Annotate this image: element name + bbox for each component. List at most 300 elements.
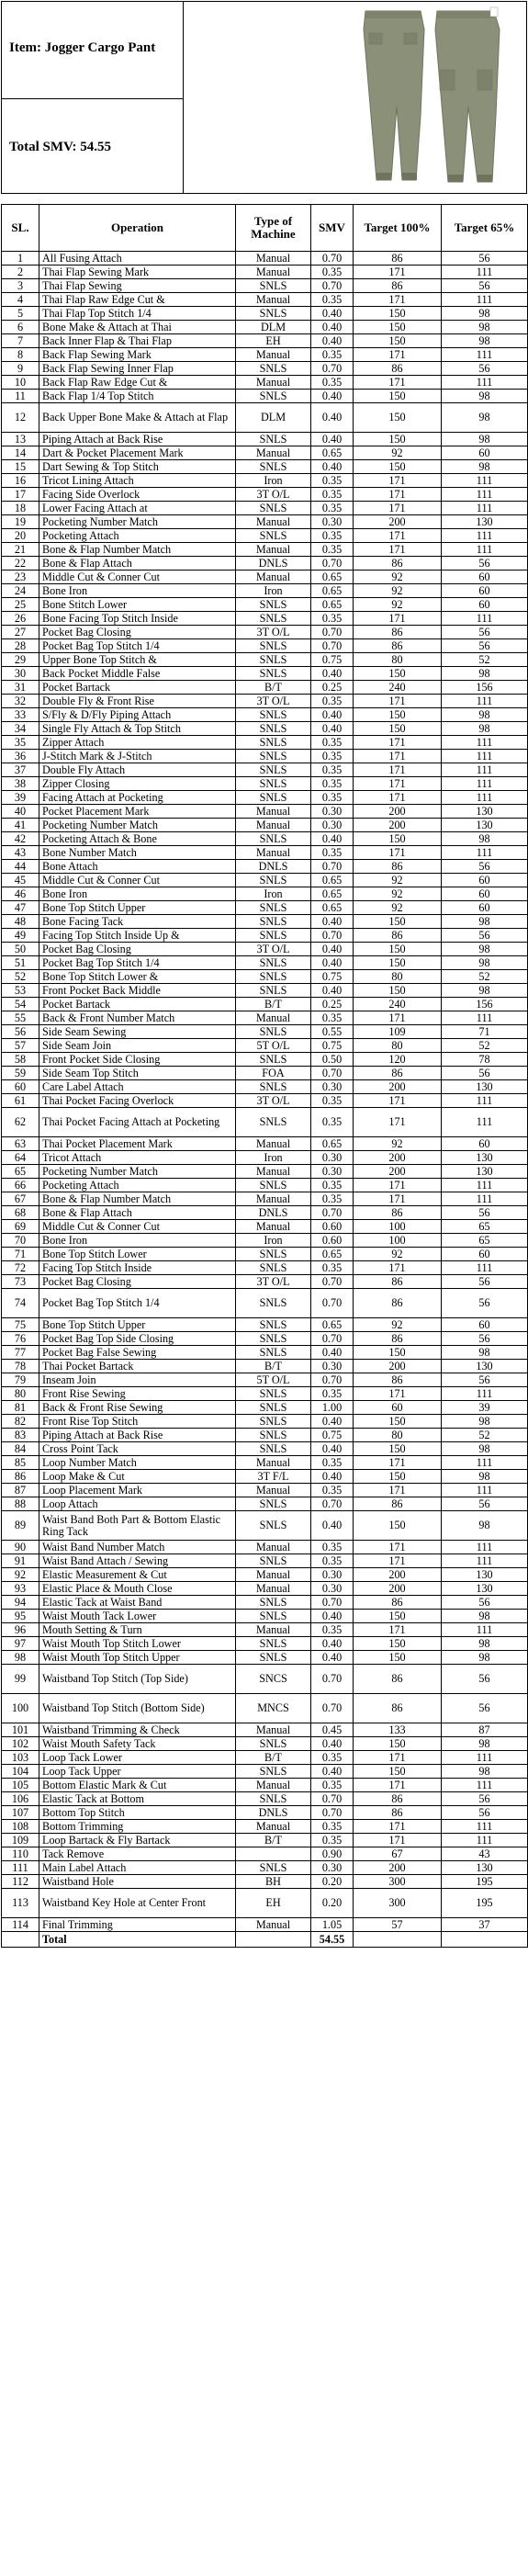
cell-sl: 44 bbox=[2, 860, 39, 874]
table-row bbox=[2, 1234, 528, 1248]
cell-smv: 0.35 bbox=[311, 266, 354, 279]
cell-target-65: 60 bbox=[442, 874, 528, 887]
cell-operation: Pocket Placement Mark bbox=[39, 805, 236, 819]
cell-sl: 45 bbox=[2, 874, 39, 887]
cell-smv: 0.35 bbox=[311, 376, 354, 390]
cell-smv: 0.65 bbox=[311, 1137, 354, 1151]
cell-target-100: 171 bbox=[354, 1820, 442, 1834]
cell-machine-type: DNLS bbox=[236, 860, 311, 874]
cell-smv: 0.35 bbox=[311, 763, 354, 777]
cell-target-100: 171 bbox=[354, 1554, 442, 1568]
cell-operation: Dart Sewing & Top Stitch bbox=[39, 460, 236, 474]
cell-target-65: 56 bbox=[442, 1332, 528, 1346]
cell-sl: 33 bbox=[2, 708, 39, 722]
cell-sl: 46 bbox=[2, 887, 39, 901]
cell-smv: 0.40 bbox=[311, 984, 354, 998]
cell-sl: 80 bbox=[2, 1387, 39, 1401]
table-row bbox=[2, 1401, 528, 1415]
cell-machine-type: Manual bbox=[236, 1779, 311, 1792]
table-total-row bbox=[2, 1932, 528, 1948]
table-row bbox=[2, 1765, 528, 1779]
cell-machine-type: SNLS bbox=[236, 1610, 311, 1623]
cell-sl: 42 bbox=[2, 832, 39, 846]
cell-operation: S/Fly & D/Fly Piping Attach bbox=[39, 708, 236, 722]
cell-target-65: 98 bbox=[442, 984, 528, 998]
cell-target-100: 86 bbox=[354, 1665, 442, 1694]
cell-target-65: 130 bbox=[442, 1360, 528, 1373]
cell-sl: 83 bbox=[2, 1429, 39, 1442]
table-row bbox=[2, 1694, 528, 1723]
cell-target-65: 43 bbox=[442, 1847, 528, 1861]
cell-target-65: 130 bbox=[442, 805, 528, 819]
cell-sl: 71 bbox=[2, 1248, 39, 1261]
cell-smv: 0.30 bbox=[311, 1151, 354, 1165]
cell-target-65: 56 bbox=[442, 1665, 528, 1694]
cell-target-65: 65 bbox=[442, 1234, 528, 1248]
cell-target-100: 92 bbox=[354, 1137, 442, 1151]
cell-target-100: 171 bbox=[354, 348, 442, 362]
cell-sl: 12 bbox=[2, 403, 39, 433]
cell-operation: Middle Cut & Conner Cut bbox=[39, 874, 236, 887]
table-row bbox=[2, 763, 528, 777]
cell-sl: 54 bbox=[2, 998, 39, 1011]
table-row bbox=[2, 1039, 528, 1053]
table-row bbox=[2, 515, 528, 529]
cell-sl: 69 bbox=[2, 1220, 39, 1234]
cell-sl: 110 bbox=[2, 1847, 39, 1861]
cell-operation: Loop Make & Cut bbox=[39, 1470, 236, 1484]
table-row bbox=[2, 321, 528, 334]
cell-target-100: 300 bbox=[354, 1889, 442, 1918]
cell-operation: Waistband Hole bbox=[39, 1875, 236, 1889]
cell-target-65: 52 bbox=[442, 1429, 528, 1442]
cell-smv: 0.35 bbox=[311, 1387, 354, 1401]
table-row bbox=[2, 1442, 528, 1456]
table-row bbox=[2, 1192, 528, 1206]
cell-smv: 0.40 bbox=[311, 943, 354, 956]
cell-target-65: 111 bbox=[442, 1751, 528, 1765]
cell-target-65: 111 bbox=[442, 791, 528, 805]
cell-smv: 0.75 bbox=[311, 653, 354, 667]
cell-target-65: 60 bbox=[442, 571, 528, 584]
cell-machine-type: SNLS bbox=[236, 777, 311, 791]
cell-target-100: 100 bbox=[354, 1220, 442, 1234]
cell-smv: 0.65 bbox=[311, 887, 354, 901]
cell-machine-type: Manual bbox=[236, 1456, 311, 1470]
table-row bbox=[2, 488, 528, 502]
cell-operation: Tack Remove bbox=[39, 1847, 236, 1861]
table-row bbox=[2, 1415, 528, 1429]
cell-machine-type: Manual bbox=[236, 1541, 311, 1554]
cell-target-100: 200 bbox=[354, 515, 442, 529]
cell-target-65: 98 bbox=[442, 307, 528, 321]
cell-machine-type: SNLS bbox=[236, 460, 311, 474]
cell-smv: 0.35 bbox=[311, 1261, 354, 1275]
cell-target-65: 98 bbox=[442, 1737, 528, 1751]
table-row bbox=[2, 1582, 528, 1596]
table-row bbox=[2, 819, 528, 832]
cell-machine-type: SNLS bbox=[236, 502, 311, 515]
cell-target-65: 195 bbox=[442, 1889, 528, 1918]
cell-machine-type: Manual bbox=[236, 1192, 311, 1206]
cell-machine-type: SNLS bbox=[236, 791, 311, 805]
cell-smv: 1.05 bbox=[311, 1918, 354, 1932]
cell-sl: 98 bbox=[2, 1651, 39, 1665]
cell-target-65: 98 bbox=[442, 390, 528, 403]
table-row bbox=[2, 1220, 528, 1234]
table-row bbox=[2, 667, 528, 681]
cell-sl: 109 bbox=[2, 1834, 39, 1847]
cell-target-65: 130 bbox=[442, 1165, 528, 1179]
cell-operation: Front Pocket Back Middle bbox=[39, 984, 236, 998]
cell-target-100: 171 bbox=[354, 488, 442, 502]
cell-smv: 0.35 bbox=[311, 543, 354, 557]
cell-target-100: 171 bbox=[354, 1108, 442, 1137]
item-info-cell bbox=[2, 2, 184, 193]
cell-operation: Side Seam Join bbox=[39, 1039, 236, 1053]
cell-sl: 22 bbox=[2, 557, 39, 571]
cell-machine-type: 3T O/L bbox=[236, 1094, 311, 1108]
cell-operation: Back Pocket Middle False bbox=[39, 667, 236, 681]
table-row bbox=[2, 695, 528, 708]
cell-machine-type: SNLS bbox=[236, 1025, 311, 1039]
cell-sl: 4 bbox=[2, 293, 39, 307]
cell-target-65: 111 bbox=[442, 474, 528, 488]
cell-target-100: 240 bbox=[354, 681, 442, 695]
cell-operation: Bottom Trimming bbox=[39, 1820, 236, 1834]
cell-smv: 0.35 bbox=[311, 777, 354, 791]
cell-operation: Waist Mouth Tack Lower bbox=[39, 1610, 236, 1623]
cell-smv: 0.30 bbox=[311, 1165, 354, 1179]
cell-operation: Bottom Elastic Mark & Cut bbox=[39, 1779, 236, 1792]
cell-sl: 111 bbox=[2, 1861, 39, 1875]
cell-smv: 0.35 bbox=[311, 1541, 354, 1554]
cell-target-65: 98 bbox=[442, 722, 528, 736]
cell-smv: 0.40 bbox=[311, 321, 354, 334]
cell-machine-type: Iron bbox=[236, 887, 311, 901]
cell-operation: Side Seam Top Stitch bbox=[39, 1067, 236, 1080]
cell-sl: 31 bbox=[2, 681, 39, 695]
cell-sl: 62 bbox=[2, 1108, 39, 1137]
cell-target-65: 71 bbox=[442, 1025, 528, 1039]
cell-target-65: 56 bbox=[442, 557, 528, 571]
cell-sl: 21 bbox=[2, 543, 39, 557]
cell-target-65: 60 bbox=[442, 1137, 528, 1151]
cell-smv: 0.40 bbox=[311, 1346, 354, 1360]
cell-target-100: 150 bbox=[354, 1610, 442, 1623]
table-row bbox=[2, 1332, 528, 1346]
cell-sl: 114 bbox=[2, 1918, 39, 1932]
cell-sl: 84 bbox=[2, 1442, 39, 1456]
cell-smv: 0.35 bbox=[311, 1456, 354, 1470]
cell-smv: 0.40 bbox=[311, 1637, 354, 1651]
table-row bbox=[2, 1834, 528, 1847]
cell-target-100: 150 bbox=[354, 1415, 442, 1429]
cell-sl: 92 bbox=[2, 1568, 39, 1582]
cell-smv: 0.40 bbox=[311, 1765, 354, 1779]
cell-sl: 29 bbox=[2, 653, 39, 667]
cell-operation: Pocketing Attach bbox=[39, 529, 236, 543]
cell-target-65: 98 bbox=[442, 915, 528, 929]
cell-sl: 51 bbox=[2, 956, 39, 970]
cell-sl: 106 bbox=[2, 1792, 39, 1806]
cell-sl: 88 bbox=[2, 1497, 39, 1511]
table-row bbox=[2, 1289, 528, 1318]
cell-target-100: 171 bbox=[354, 1834, 442, 1847]
cell-target-65: 111 bbox=[442, 750, 528, 763]
table-row bbox=[2, 1318, 528, 1332]
cell-sl: 91 bbox=[2, 1554, 39, 1568]
cell-target-100: 150 bbox=[354, 956, 442, 970]
cell-target-100: 150 bbox=[354, 1765, 442, 1779]
cell-smv: 0.35 bbox=[311, 529, 354, 543]
cell-machine-type: SNLS bbox=[236, 901, 311, 915]
cell-target-65: 98 bbox=[442, 1346, 528, 1360]
cell-smv: 0.70 bbox=[311, 639, 354, 653]
cell-machine-type: SNLS bbox=[236, 1332, 311, 1346]
cell-target-65: 98 bbox=[442, 956, 528, 970]
cell-machine-type: SNLS bbox=[236, 708, 311, 722]
cell-smv: 0.40 bbox=[311, 460, 354, 474]
cell-smv: 0.25 bbox=[311, 681, 354, 695]
cell-machine-type: B/T bbox=[236, 681, 311, 695]
cell-machine-type bbox=[236, 1847, 311, 1861]
cell-smv: 1.00 bbox=[311, 1401, 354, 1415]
col-header-sl: SL. bbox=[2, 205, 39, 252]
cell-target-100: 67 bbox=[354, 1847, 442, 1861]
table-row bbox=[2, 626, 528, 639]
table-row bbox=[2, 612, 528, 626]
table-row bbox=[2, 598, 528, 612]
cell-target-65: 98 bbox=[442, 1765, 528, 1779]
cell-operation: Pocketing Attach & Bone bbox=[39, 832, 236, 846]
cell-sl: 3 bbox=[2, 279, 39, 293]
cell-smv: 0.35 bbox=[311, 488, 354, 502]
cell-sl: 6 bbox=[2, 321, 39, 334]
table-row bbox=[2, 1261, 528, 1275]
cell-operation: Loop Tack Upper bbox=[39, 1765, 236, 1779]
cell-machine-type: SNLS bbox=[236, 362, 311, 376]
cell-target-65: 60 bbox=[442, 901, 528, 915]
cell-machine-type: Manual bbox=[236, 1165, 311, 1179]
cell-target-65: 130 bbox=[442, 819, 528, 832]
cell-machine-type: B/T bbox=[236, 1834, 311, 1847]
cell-operation: Bone Top Stitch Upper bbox=[39, 901, 236, 915]
cell-machine-type: SNLS bbox=[236, 1442, 311, 1456]
cell-smv: 0.40 bbox=[311, 722, 354, 736]
cell-operation: Main Label Attach bbox=[39, 1861, 236, 1875]
cell-smv: 0.25 bbox=[311, 998, 354, 1011]
cell-sl: 34 bbox=[2, 722, 39, 736]
cell-operation: Bone Top Stitch Lower bbox=[39, 1248, 236, 1261]
cell-target-100: 171 bbox=[354, 1623, 442, 1637]
cell-sl: 105 bbox=[2, 1779, 39, 1792]
cell-operation: Bone & Flap Attach bbox=[39, 1206, 236, 1220]
cell-target-100: 92 bbox=[354, 598, 442, 612]
cell-operation: Pocketing Attach bbox=[39, 1179, 236, 1192]
cell-target-100: 57 bbox=[354, 1918, 442, 1932]
cell-target-65: 111 bbox=[442, 1011, 528, 1025]
table-row bbox=[2, 1346, 528, 1360]
cell-operation: Waist Band Attach / Sewing bbox=[39, 1554, 236, 1568]
cell-smv: 0.50 bbox=[311, 1053, 354, 1067]
table-row bbox=[2, 1665, 528, 1694]
cell-sl: 95 bbox=[2, 1610, 39, 1623]
cell-target-65: 111 bbox=[442, 763, 528, 777]
cell-sl: 39 bbox=[2, 791, 39, 805]
cell-target-100: 200 bbox=[354, 1165, 442, 1179]
cell-target-100: 200 bbox=[354, 1861, 442, 1875]
cell-target-100: 86 bbox=[354, 362, 442, 376]
item-header bbox=[1, 1, 527, 194]
cell-target-100: 60 bbox=[354, 1401, 442, 1415]
cell-machine-type: Manual bbox=[236, 1820, 311, 1834]
cell-target-100: 86 bbox=[354, 1332, 442, 1346]
cell-sl: 50 bbox=[2, 943, 39, 956]
table-row bbox=[2, 1165, 528, 1179]
cell-target-65: 98 bbox=[442, 321, 528, 334]
cell-machine-type: SNLS bbox=[236, 390, 311, 403]
table-row bbox=[2, 1011, 528, 1025]
cell-smv: 0.70 bbox=[311, 1067, 354, 1080]
cell-machine-type: Manual bbox=[236, 1484, 311, 1497]
table-row bbox=[2, 1861, 528, 1875]
cell-machine-type: Iron bbox=[236, 474, 311, 488]
cell-sl: 81 bbox=[2, 1401, 39, 1415]
table-row bbox=[2, 722, 528, 736]
cell-operation: Care Label Attach bbox=[39, 1080, 236, 1094]
cell-operation: J-Stitch Mark & J-Stitch bbox=[39, 750, 236, 763]
cell-smv: 0.40 bbox=[311, 1415, 354, 1429]
cell-operation: Bone Top Stitch Lower & bbox=[39, 970, 236, 984]
cell-machine-type: SNLS bbox=[236, 1651, 311, 1665]
cell-machine-type: SNLS bbox=[236, 1248, 311, 1261]
cell-sl: 27 bbox=[2, 626, 39, 639]
cell-machine-type: 3T O/L bbox=[236, 626, 311, 639]
cell-operation: Bone & Flap Number Match bbox=[39, 1192, 236, 1206]
cell-smv: 0.70 bbox=[311, 1792, 354, 1806]
cell-sl: 59 bbox=[2, 1067, 39, 1080]
cell-operation: Front Rise Top Stitch bbox=[39, 1415, 236, 1429]
cell-machine-type: B/T bbox=[236, 1360, 311, 1373]
cell-machine-type: Manual bbox=[236, 293, 311, 307]
cell-machine-type: Manual bbox=[236, 846, 311, 860]
cell-sl: 78 bbox=[2, 1360, 39, 1373]
col-header-target-100: Target 100% bbox=[354, 205, 442, 252]
cell-target-65: 56 bbox=[442, 279, 528, 293]
table-row bbox=[2, 1568, 528, 1582]
cell-operation: Facing Attach at Pocketing bbox=[39, 791, 236, 805]
cell-machine-type: Manual bbox=[236, 376, 311, 390]
cell-target-100: 133 bbox=[354, 1723, 442, 1737]
cell-target-100: 86 bbox=[354, 1792, 442, 1806]
table-row bbox=[2, 1360, 528, 1373]
cell-target-100: 92 bbox=[354, 874, 442, 887]
cell-target-65: 111 bbox=[442, 293, 528, 307]
cell-machine-type: SNLS bbox=[236, 956, 311, 970]
cell-operation: Bone Iron bbox=[39, 1234, 236, 1248]
cell-operation: Pocket Bartack bbox=[39, 998, 236, 1011]
cell-target-65: 111 bbox=[442, 376, 528, 390]
table-row bbox=[2, 1094, 528, 1108]
cell-sl: 28 bbox=[2, 639, 39, 653]
cell-machine-type: SNLS bbox=[236, 1637, 311, 1651]
table-row bbox=[2, 1484, 528, 1497]
operations-table bbox=[1, 204, 528, 1948]
cell-smv: 0.70 bbox=[311, 929, 354, 943]
cell-target-65: 98 bbox=[442, 1470, 528, 1484]
cell-operation: Mouth Setting & Turn bbox=[39, 1623, 236, 1637]
table-row bbox=[2, 805, 528, 819]
cell-smv: 0.40 bbox=[311, 403, 354, 433]
table-row bbox=[2, 1596, 528, 1610]
cell-target-65: 78 bbox=[442, 1053, 528, 1067]
cell-target-100: 171 bbox=[354, 529, 442, 543]
cell-smv: 0.40 bbox=[311, 433, 354, 446]
cell-target-65: 156 bbox=[442, 998, 528, 1011]
cell-machine-type: DLM bbox=[236, 321, 311, 334]
cell-sl: 93 bbox=[2, 1582, 39, 1596]
cell-sl: 41 bbox=[2, 819, 39, 832]
table-row bbox=[2, 915, 528, 929]
cell-machine-type: Iron bbox=[236, 584, 311, 598]
cell-smv: 0.35 bbox=[311, 1623, 354, 1637]
cell-machine-type: SNLS bbox=[236, 1861, 311, 1875]
cell-sl: 99 bbox=[2, 1665, 39, 1694]
cell-machine-type: EH bbox=[236, 1889, 311, 1918]
cell-machine-type: SNLS bbox=[236, 598, 311, 612]
cell-operation: Thai Flap Sewing bbox=[39, 279, 236, 293]
cell-target-100: 171 bbox=[354, 846, 442, 860]
cell-machine-type: SNLS bbox=[236, 984, 311, 998]
cell-smv: 0.35 bbox=[311, 1554, 354, 1568]
cell-sl: 8 bbox=[2, 348, 39, 362]
cell-sl: 56 bbox=[2, 1025, 39, 1039]
cell-sl: 55 bbox=[2, 1011, 39, 1025]
cell-target-65: 60 bbox=[442, 887, 528, 901]
cell-target-100: 150 bbox=[354, 832, 442, 846]
cell-operation: Pocketing Number Match bbox=[39, 515, 236, 529]
table-row bbox=[2, 1637, 528, 1651]
cell-target-100: 200 bbox=[354, 1360, 442, 1373]
cell-operation: Back Upper Bone Make & Attach at Flap bbox=[39, 403, 236, 433]
cell-target-65: 56 bbox=[442, 252, 528, 266]
cell-machine-type: DNLS bbox=[236, 1206, 311, 1220]
cell-operation: Bone Top Stitch Upper bbox=[39, 1318, 236, 1332]
cell-target-65: 98 bbox=[442, 1610, 528, 1623]
cell-sl: 107 bbox=[2, 1806, 39, 1820]
cell-operation: Facing Side Overlock bbox=[39, 488, 236, 502]
cell-sl: 113 bbox=[2, 1889, 39, 1918]
cell-target-65: 130 bbox=[442, 1151, 528, 1165]
cell-machine-type: SNLS bbox=[236, 722, 311, 736]
cell-operation: Bone Iron bbox=[39, 887, 236, 901]
cell-operation: Pocket Bartack bbox=[39, 681, 236, 695]
cell-smv: 0.35 bbox=[311, 695, 354, 708]
cell-smv: 0.30 bbox=[311, 1582, 354, 1596]
cell-target-100: 200 bbox=[354, 1582, 442, 1596]
cell-target-100: 150 bbox=[354, 390, 442, 403]
cell-smv: 0.40 bbox=[311, 708, 354, 722]
cell-target-100: 86 bbox=[354, 860, 442, 874]
cell-smv: 0.70 bbox=[311, 252, 354, 266]
cell-target-100: 150 bbox=[354, 915, 442, 929]
cell-target-65: 56 bbox=[442, 1373, 528, 1387]
cell-target-65: 111 bbox=[442, 488, 528, 502]
cell-machine-type: SNLS bbox=[236, 279, 311, 293]
cell-target-100: 150 bbox=[354, 1737, 442, 1751]
cell-target-100: 150 bbox=[354, 943, 442, 956]
